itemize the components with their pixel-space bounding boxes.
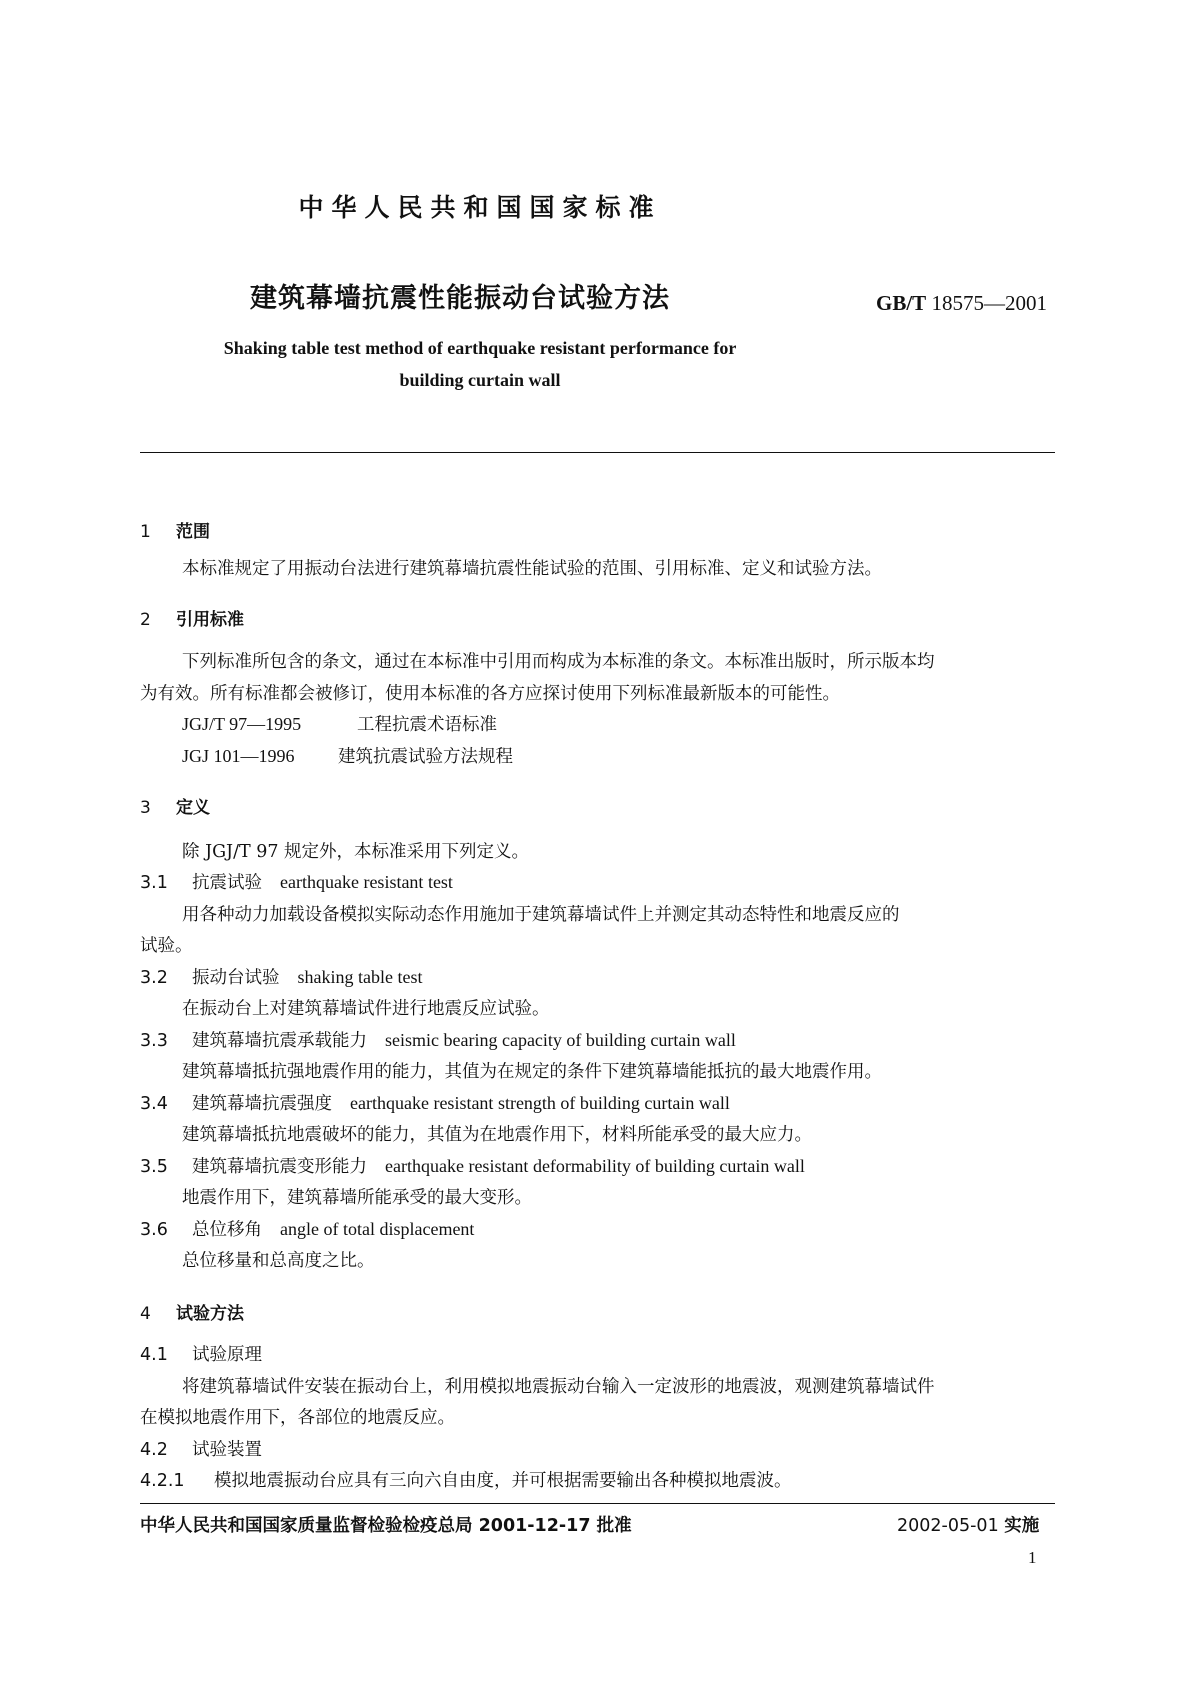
scope-paragraph: 本标准规定了用振动台法进行建筑幕墙抗震性能试验的范围、引用标准、定义和试验方法。 — [182, 559, 882, 579]
term-definition: 用各种动力加载设备模拟实际动态作用施加于建筑幕墙试件上并测定其动态特性和地震反应的 — [182, 905, 900, 925]
term-definition: 总位移量和总高度之比。 — [182, 1251, 375, 1271]
section-heading-definitions: 3 定义 — [140, 798, 210, 818]
term-chinese: 抗震试验 — [192, 873, 262, 893]
term-english: earthquake resistant test — [280, 872, 453, 892]
term-english: shaking table test — [297, 967, 423, 987]
term-chinese: 建筑幕墙抗震变形能力 — [192, 1157, 367, 1177]
term-3-6 — [140, 1216, 474, 1241]
test-principle-line-2: 在模拟地震作用下，各部位的地震反应。 — [140, 1408, 455, 1428]
term-chinese: 总位移角 — [192, 1220, 262, 1240]
reference-code: JGJ/T 97—1995 — [182, 714, 302, 734]
standard-code-prefix: GB/T — [876, 291, 927, 315]
term-number: 3.1 — [140, 873, 168, 893]
reference-code: JGJ 101—1996 — [182, 746, 295, 766]
term-3-3 — [140, 1027, 736, 1052]
english-title-line-1: Shaking table test method of earthquake resistant performance for — [223, 338, 737, 358]
test-principle-line-1: 将建筑幕墙试件安装在振动台上，利用模拟地震振动台输入一定波形的地震波，观测建筑幕墙试件 — [182, 1377, 935, 1397]
footer-divider — [140, 1503, 1055, 1504]
term-english: earthquake resistant deformability of building curtain wall — [385, 1156, 805, 1176]
term-number: 3.6 — [140, 1220, 168, 1240]
term-3-4 — [140, 1090, 730, 1115]
subsection-title: 试验装置 — [192, 1440, 262, 1460]
reference-name: 工程抗震术语标准 — [357, 715, 497, 735]
term-english: earthquake resistant strength of building curtain wall — [350, 1093, 730, 1113]
term-number: 3.2 — [140, 968, 168, 988]
national-standard-heading: 中华人民共和国国家标准 — [298, 193, 662, 222]
subsection-title: 试验原理 — [192, 1345, 262, 1365]
reference-item — [182, 743, 513, 768]
section-heading-scope: 1 范围 — [140, 522, 210, 542]
references-paragraph-line-2: 为有效。所有标准都会被修订，使用本标准的各方应探讨使用下列标准最新版本的可能性。 — [140, 684, 840, 704]
subsection-4-1 — [140, 1341, 262, 1366]
term-3-5 — [140, 1153, 805, 1178]
implementation-date — [897, 1512, 1039, 1537]
term-definition: 在振动台上对建筑幕墙试件进行地震反应试验。 — [182, 999, 550, 1019]
references-paragraph-line-1: 下列标准所包含的条文，通过在本标准中引用而构成为本标准的条文。本标准出版时，所示版本均 — [182, 652, 935, 672]
subsection-number: 4.2.1 — [140, 1471, 185, 1491]
page-number: 1 — [1028, 1548, 1037, 1567]
term-chinese: 建筑幕墙抗震强度 — [192, 1094, 332, 1114]
definitions-intro: 除 JGJ/T 97 规定外，本标准采用下列定义。 — [182, 842, 530, 862]
reference-name: 建筑抗震试验方法规程 — [338, 747, 513, 767]
term-definition: 地震作用下，建筑幕墙所能承受的最大变形。 — [182, 1188, 532, 1208]
subsection-4-2-1 — [140, 1467, 792, 1492]
term-3-1 — [140, 869, 453, 894]
implementation-label: 实施 — [1004, 1516, 1040, 1536]
standard-code — [876, 291, 1047, 316]
reference-item — [182, 711, 497, 736]
approval-statement: 中华人民共和国国家质量监督检验检疫总局 2001-12-17 批准 — [140, 1516, 632, 1536]
term-definition-continuation: 试验。 — [140, 936, 193, 956]
subsection-text: 模拟地震振动台应具有三向六自由度，并可根据需要输出各种模拟地震波。 — [214, 1471, 792, 1491]
subsection-number: 4.2 — [140, 1440, 168, 1460]
term-number: 3.4 — [140, 1094, 168, 1114]
term-chinese: 振动台试验 — [192, 968, 280, 988]
term-number: 3.5 — [140, 1157, 168, 1177]
term-definition: 建筑幕墙抵抗地震破坏的能力，其值为在地震作用下，材料所能承受的最大应力。 — [182, 1125, 812, 1145]
term-english: seismic bearing capacity of building curtain wall — [385, 1030, 736, 1050]
term-english: angle of total displacement — [280, 1219, 475, 1239]
implementation-date-value: 2002-05-01 — [897, 1516, 999, 1536]
section-heading-test-method: 4 试验方法 — [140, 1304, 244, 1324]
term-number: 3.3 — [140, 1031, 168, 1051]
english-title-line-2: building curtain wall — [399, 370, 561, 390]
term-chinese: 建筑幕墙抗震承载能力 — [192, 1031, 367, 1051]
subsection-number: 4.1 — [140, 1345, 168, 1365]
standard-code-number: 18575—2001 — [931, 291, 1047, 315]
header-divider — [140, 452, 1055, 453]
subsection-4-2 — [140, 1436, 262, 1461]
section-heading-normative-references: 2 引用标准 — [140, 610, 244, 630]
term-3-2 — [140, 964, 422, 989]
document-title: 建筑幕墙抗震性能振动台试验方法 — [250, 283, 670, 314]
term-definition: 建筑幕墙抵抗强地震作用的能力，其值为在规定的条件下建筑幕墙能抵抗的最大地震作用。 — [182, 1062, 882, 1082]
